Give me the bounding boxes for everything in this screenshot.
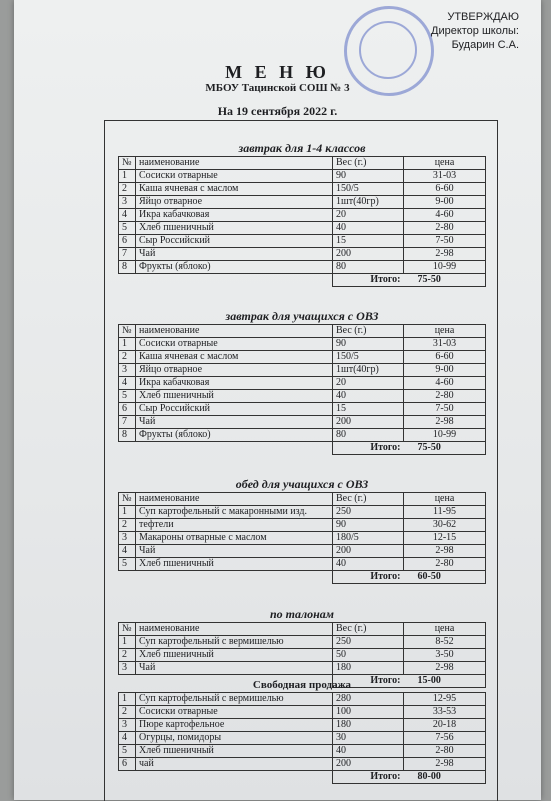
- menu-section: [118, 308, 486, 455]
- table-row: [119, 261, 486, 274]
- table-row: [119, 235, 486, 248]
- section-title: завтрак для 1-4 классов: [238, 141, 366, 155]
- item-number: 3: [119, 532, 136, 545]
- item-number: №: [119, 325, 136, 338]
- table-row: [119, 183, 486, 196]
- item-number: 3: [119, 662, 136, 675]
- table-row: [119, 222, 486, 235]
- total-label: Итого:: [333, 675, 404, 688]
- item-weight: 200: [333, 416, 404, 429]
- item-number: 3: [119, 196, 136, 209]
- total-label: Итого:: [333, 274, 404, 287]
- item-price: 6-60: [404, 351, 486, 364]
- item-price: 33-53: [404, 706, 486, 719]
- menu-table: [118, 156, 486, 287]
- item-number: 2: [119, 706, 136, 719]
- item-number: 2: [119, 183, 136, 196]
- item-number: 4: [119, 732, 136, 745]
- item-price: 2-98: [404, 545, 486, 558]
- item-name: Икра кабачковая: [136, 209, 333, 222]
- item-price: 12-15: [404, 532, 486, 545]
- item-name: Суп картофельный с вермишелью: [136, 693, 333, 706]
- item-weight: 80: [333, 429, 404, 442]
- item-price: 2-98: [404, 248, 486, 261]
- approval-heading: УТВЕРЖДАЮ: [447, 11, 519, 23]
- item-name: Сосиски отварные: [136, 338, 333, 351]
- table-header-row: [119, 493, 486, 506]
- item-name: Каша ячневая с маслом: [136, 183, 333, 196]
- item-name: Сыр Российский: [136, 235, 333, 248]
- item-name: Огурцы, помидоры: [136, 732, 333, 745]
- item-name: Хлеб пшеничный: [136, 390, 333, 403]
- item-weight: 15: [333, 403, 404, 416]
- item-name: Чай: [136, 416, 333, 429]
- item-number: 3: [119, 719, 136, 732]
- approval-position: Директор школы:: [431, 25, 519, 37]
- item-name: Хлеб пшеничный: [136, 745, 333, 758]
- item-number: 2: [119, 519, 136, 532]
- table-row: [119, 545, 486, 558]
- item-price: цена: [404, 157, 486, 170]
- approval-signatory: Бударин С.А.: [451, 39, 519, 51]
- item-weight: 90: [333, 338, 404, 351]
- item-weight: 15: [333, 235, 404, 248]
- menu-section: [118, 140, 486, 287]
- school-name: МБОУ Тацинской СОШ № 3: [205, 82, 350, 94]
- table-row: [119, 706, 486, 719]
- item-number: 2: [119, 649, 136, 662]
- item-number: 1: [119, 170, 136, 183]
- item-weight: 20: [333, 209, 404, 222]
- item-weight: 180: [333, 719, 404, 732]
- item-name: Суп картофельный с вермишелью: [136, 636, 333, 649]
- item-name: Хлеб пшеничный: [136, 558, 333, 571]
- table-row: [119, 758, 486, 771]
- item-name: Чай: [136, 248, 333, 261]
- item-name: Чай: [136, 662, 333, 675]
- item-number: 4: [119, 545, 136, 558]
- table-row: [119, 390, 486, 403]
- item-price: 2-80: [404, 222, 486, 235]
- table-row: [119, 745, 486, 758]
- total-spacer: [136, 571, 333, 584]
- item-name: Яйцо отварное: [136, 364, 333, 377]
- menu-section: [118, 476, 486, 584]
- item-name: тефтели: [136, 519, 333, 532]
- total-spacer: [119, 274, 136, 287]
- table-row: [119, 558, 486, 571]
- total-value: 60-50: [404, 571, 486, 584]
- item-name: наименование: [136, 623, 333, 636]
- item-weight: Вес (г.): [333, 157, 404, 170]
- item-weight: 40: [333, 222, 404, 235]
- item-number: №: [119, 623, 136, 636]
- item-weight: 250: [333, 636, 404, 649]
- table-row: [119, 649, 486, 662]
- item-number: 6: [119, 403, 136, 416]
- table-row: [119, 519, 486, 532]
- item-weight: 200: [333, 248, 404, 261]
- menu-sheet: [14, 0, 541, 800]
- item-price: 10-99: [404, 261, 486, 274]
- item-name: Хлеб пшеничный: [136, 649, 333, 662]
- item-price: 2-80: [404, 558, 486, 571]
- item-name: Фрукты (яблоко): [136, 261, 333, 274]
- item-weight: Вес (г.): [333, 623, 404, 636]
- item-number: 1: [119, 506, 136, 519]
- item-weight: 280: [333, 693, 404, 706]
- total-row: [119, 771, 486, 784]
- item-name: наименование: [136, 157, 333, 170]
- total-spacer: [136, 274, 333, 287]
- table-row: [119, 248, 486, 261]
- item-weight: 80: [333, 261, 404, 274]
- item-weight: 150/5: [333, 183, 404, 196]
- page-title: М Е Н Ю: [225, 62, 330, 82]
- item-weight: Вес (г.): [333, 325, 404, 338]
- item-number: 4: [119, 377, 136, 390]
- item-price: 6-60: [404, 183, 486, 196]
- total-label: Итого:: [333, 571, 404, 584]
- item-price: 10-99: [404, 429, 486, 442]
- total-row: [119, 274, 486, 287]
- item-number: 8: [119, 429, 136, 442]
- section-title: завтрак для учащихся с ОВЗ: [225, 309, 379, 323]
- table-row: [119, 719, 486, 732]
- item-price: 2-80: [404, 745, 486, 758]
- section-title: обед для учащихся с ОВЗ: [235, 477, 369, 491]
- section-title: Свободная продажа: [252, 679, 352, 691]
- item-price: 9-00: [404, 364, 486, 377]
- item-name: Макароны отварные с маслом: [136, 532, 333, 545]
- item-number: 7: [119, 248, 136, 261]
- table-row: [119, 377, 486, 390]
- item-name: Пюре картофельное: [136, 719, 333, 732]
- item-price: 30-62: [404, 519, 486, 532]
- item-weight: 100: [333, 706, 404, 719]
- item-name: Чай: [136, 545, 333, 558]
- item-weight: 40: [333, 558, 404, 571]
- item-weight: 150/5: [333, 351, 404, 364]
- total-value: 75-50: [404, 442, 486, 455]
- item-price: 3-50: [404, 649, 486, 662]
- item-price: 11-95: [404, 506, 486, 519]
- item-name: Сосиски отварные: [136, 706, 333, 719]
- item-weight: 50: [333, 649, 404, 662]
- item-number: 6: [119, 235, 136, 248]
- item-name: Яйцо отварное: [136, 196, 333, 209]
- total-row: [119, 442, 486, 455]
- item-number: 5: [119, 558, 136, 571]
- total-label: Итого:: [333, 771, 404, 784]
- item-weight: 20: [333, 377, 404, 390]
- table-row: [119, 170, 486, 183]
- item-number: 1: [119, 338, 136, 351]
- item-price: 31-03: [404, 170, 486, 183]
- table-row: [119, 338, 486, 351]
- item-weight: 1шт(40гр): [333, 196, 404, 209]
- approval-block: [431, 10, 519, 52]
- table-header-row: [119, 325, 486, 338]
- item-weight: 1шт(40гр): [333, 364, 404, 377]
- table-header-row: [119, 623, 486, 636]
- item-name: наименование: [136, 493, 333, 506]
- item-name: наименование: [136, 325, 333, 338]
- table-row: [119, 364, 486, 377]
- item-number: №: [119, 157, 136, 170]
- item-price: 4-60: [404, 377, 486, 390]
- item-weight: 40: [333, 390, 404, 403]
- table-row: [119, 416, 486, 429]
- menu-section: [118, 606, 486, 688]
- table-row: [119, 693, 486, 706]
- table-row: [119, 662, 486, 675]
- item-number: 1: [119, 693, 136, 706]
- item-name: Сосиски отварные: [136, 170, 333, 183]
- table-row: [119, 403, 486, 416]
- table-row: [119, 209, 486, 222]
- item-price: цена: [404, 493, 486, 506]
- section-title: по талонам: [269, 607, 335, 621]
- item-price: 9-00: [404, 196, 486, 209]
- menu-section: [118, 678, 486, 784]
- item-name: Фрукты (яблоко): [136, 429, 333, 442]
- item-name: Хлеб пшеничный: [136, 222, 333, 235]
- table-header-row: [119, 157, 486, 170]
- item-price: 8-52: [404, 636, 486, 649]
- item-price: цена: [404, 325, 486, 338]
- item-price: 2-98: [404, 758, 486, 771]
- item-weight: Вес (г.): [333, 493, 404, 506]
- item-number: №: [119, 493, 136, 506]
- total-value: 80-00: [404, 771, 486, 784]
- table-row: [119, 351, 486, 364]
- menu-table: [118, 692, 486, 784]
- menu-date: На 19 сентября 2022 г.: [217, 104, 338, 118]
- item-price: 12-95: [404, 693, 486, 706]
- item-price: 2-98: [404, 662, 486, 675]
- item-price: 4-60: [404, 209, 486, 222]
- item-weight: 40: [333, 745, 404, 758]
- table-row: [119, 732, 486, 745]
- item-name: Сыр Российский: [136, 403, 333, 416]
- menu-table: [118, 492, 486, 584]
- item-number: 6: [119, 758, 136, 771]
- item-price: 2-80: [404, 390, 486, 403]
- item-name: Суп картофельный с макаронными изд.: [136, 506, 333, 519]
- item-weight: 90: [333, 519, 404, 532]
- table-row: [119, 196, 486, 209]
- table-row: [119, 506, 486, 519]
- item-price: 31-03: [404, 338, 486, 351]
- item-number: 5: [119, 222, 136, 235]
- item-number: 5: [119, 745, 136, 758]
- total-spacer: [136, 442, 333, 455]
- item-weight: 250: [333, 506, 404, 519]
- item-price: цена: [404, 623, 486, 636]
- item-weight: 200: [333, 758, 404, 771]
- item-price: 7-50: [404, 403, 486, 416]
- item-weight: 180: [333, 662, 404, 675]
- item-number: 5: [119, 390, 136, 403]
- item-price: 20-18: [404, 719, 486, 732]
- menu-table: [118, 324, 486, 455]
- total-label: Итого:: [333, 442, 404, 455]
- item-name: Икра кабачковая: [136, 377, 333, 390]
- item-weight: 180/5: [333, 532, 404, 545]
- item-price: 7-56: [404, 732, 486, 745]
- total-spacer: [119, 571, 136, 584]
- item-name: Каша ячневая с маслом: [136, 351, 333, 364]
- total-row: [119, 571, 486, 584]
- item-number: 3: [119, 364, 136, 377]
- total-spacer: [119, 771, 136, 784]
- item-number: 4: [119, 209, 136, 222]
- table-row: [119, 429, 486, 442]
- item-weight: 90: [333, 170, 404, 183]
- total-spacer: [119, 442, 136, 455]
- total-spacer: [136, 771, 333, 784]
- table-row: [119, 532, 486, 545]
- total-value: 15-00: [404, 675, 486, 688]
- table-row: [119, 636, 486, 649]
- item-number: 7: [119, 416, 136, 429]
- item-number: 8: [119, 261, 136, 274]
- item-weight: 200: [333, 545, 404, 558]
- item-number: 2: [119, 351, 136, 364]
- item-weight: 30: [333, 732, 404, 745]
- item-price: 7-50: [404, 235, 486, 248]
- item-number: 1: [119, 636, 136, 649]
- item-name: чай: [136, 758, 333, 771]
- total-value: 75-50: [404, 274, 486, 287]
- item-price: 2-98: [404, 416, 486, 429]
